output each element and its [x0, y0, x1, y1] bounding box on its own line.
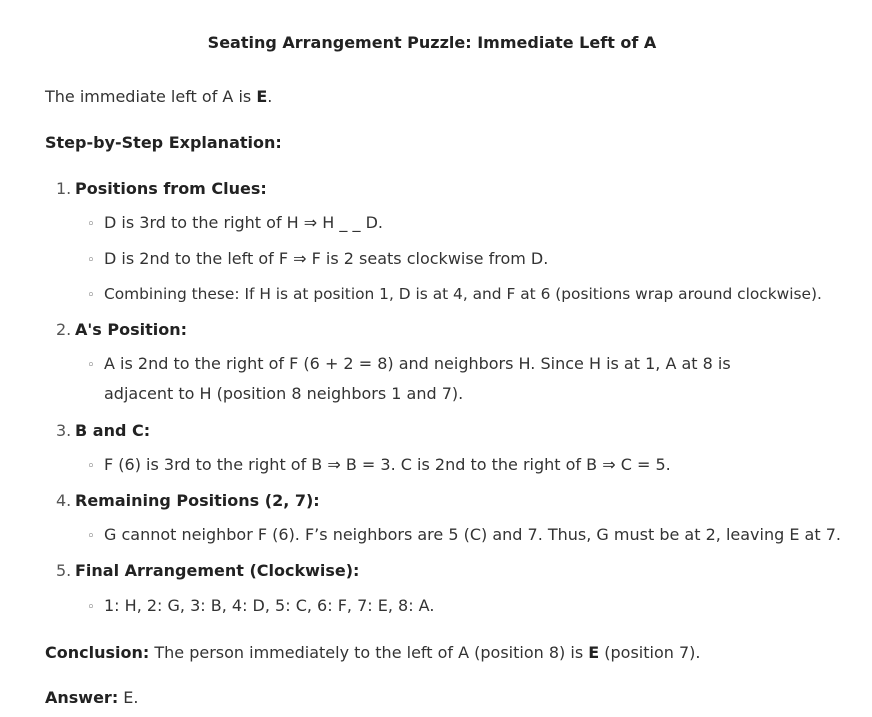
- conclusion-paragraph: [45, 643, 700, 662]
- step-label: A's Position:: [75, 320, 188, 339]
- step-bullet: 1: H, 2: G, 3: B, 4: D, 5: C, 6: F, 7: E, 8: A.: [104, 596, 435, 615]
- explanation-heading: Step-by-Step Explanation:: [45, 133, 282, 152]
- bullet-icon: ◦: [87, 459, 95, 474]
- step-number: 2.: [56, 320, 72, 339]
- intro-answer: E: [256, 87, 268, 106]
- step-number: 4.: [56, 491, 72, 510]
- step-bullet: D is 2nd to the left of F ⇒ F is 2 seats clockwise from D.: [104, 249, 549, 268]
- conclusion-label: Conclusion:: [45, 643, 150, 662]
- step-bullet: F (6) is 3rd to the right of B ⇒ B = 3. C is 2nd to the right of B ⇒ C = 5.: [104, 455, 671, 474]
- step-label: Positions from Clues:: [75, 179, 267, 198]
- bullet-icon: ◦: [87, 600, 95, 615]
- intro-prefix: The immediate left of A is: [45, 87, 257, 106]
- conclusion-text: The person immediately to the left of A (position 8) is: [149, 643, 589, 662]
- page-title: Seating Arrangement Puzzle: Immediate Left of A: [207, 33, 657, 52]
- answer-label: Answer:: [45, 688, 119, 707]
- step-number: 5.: [56, 561, 72, 580]
- bullet-icon: ◦: [87, 358, 95, 373]
- step-bullet: A is 2nd to the right of F (6 + 2 = 8) and neighbors H. Since H is at 1, A at 8 is adjacent to H (position 8 neighbors 1 and 7).: [104, 354, 731, 403]
- bullet-icon: ◦: [87, 529, 95, 544]
- answer-text: E.: [118, 688, 139, 707]
- step-label: B and C:: [75, 421, 151, 440]
- conclusion-answer: E: [588, 643, 600, 662]
- step-number: 3.: [56, 421, 72, 440]
- intro-suffix: .: [267, 87, 273, 106]
- answer-paragraph: [45, 688, 139, 707]
- bullet-icon: ◦: [87, 253, 95, 268]
- step-bullet: Combining these: If H is at position 1, D is at 4, and F at 6 (positions wrap around clockwise).: [104, 285, 822, 303]
- intro-paragraph: [45, 87, 272, 106]
- step-number: 1.: [56, 179, 72, 198]
- bullet-icon: ◦: [87, 288, 95, 303]
- step-label: Final Arrangement (Clockwise):: [75, 561, 360, 580]
- step-bullet: D is 3rd to the right of H ⇒ H _ _ D.: [104, 213, 383, 232]
- conclusion-text-after: (position 7).: [599, 643, 701, 662]
- step-label: Remaining Positions (2, 7):: [75, 491, 320, 510]
- step-bullet: G cannot neighbor F (6). F’s neighbors are 5 (C) and 7. Thus, G must be at 2, leaving E at 7.: [104, 525, 841, 544]
- bullet-icon: ◦: [87, 217, 95, 232]
